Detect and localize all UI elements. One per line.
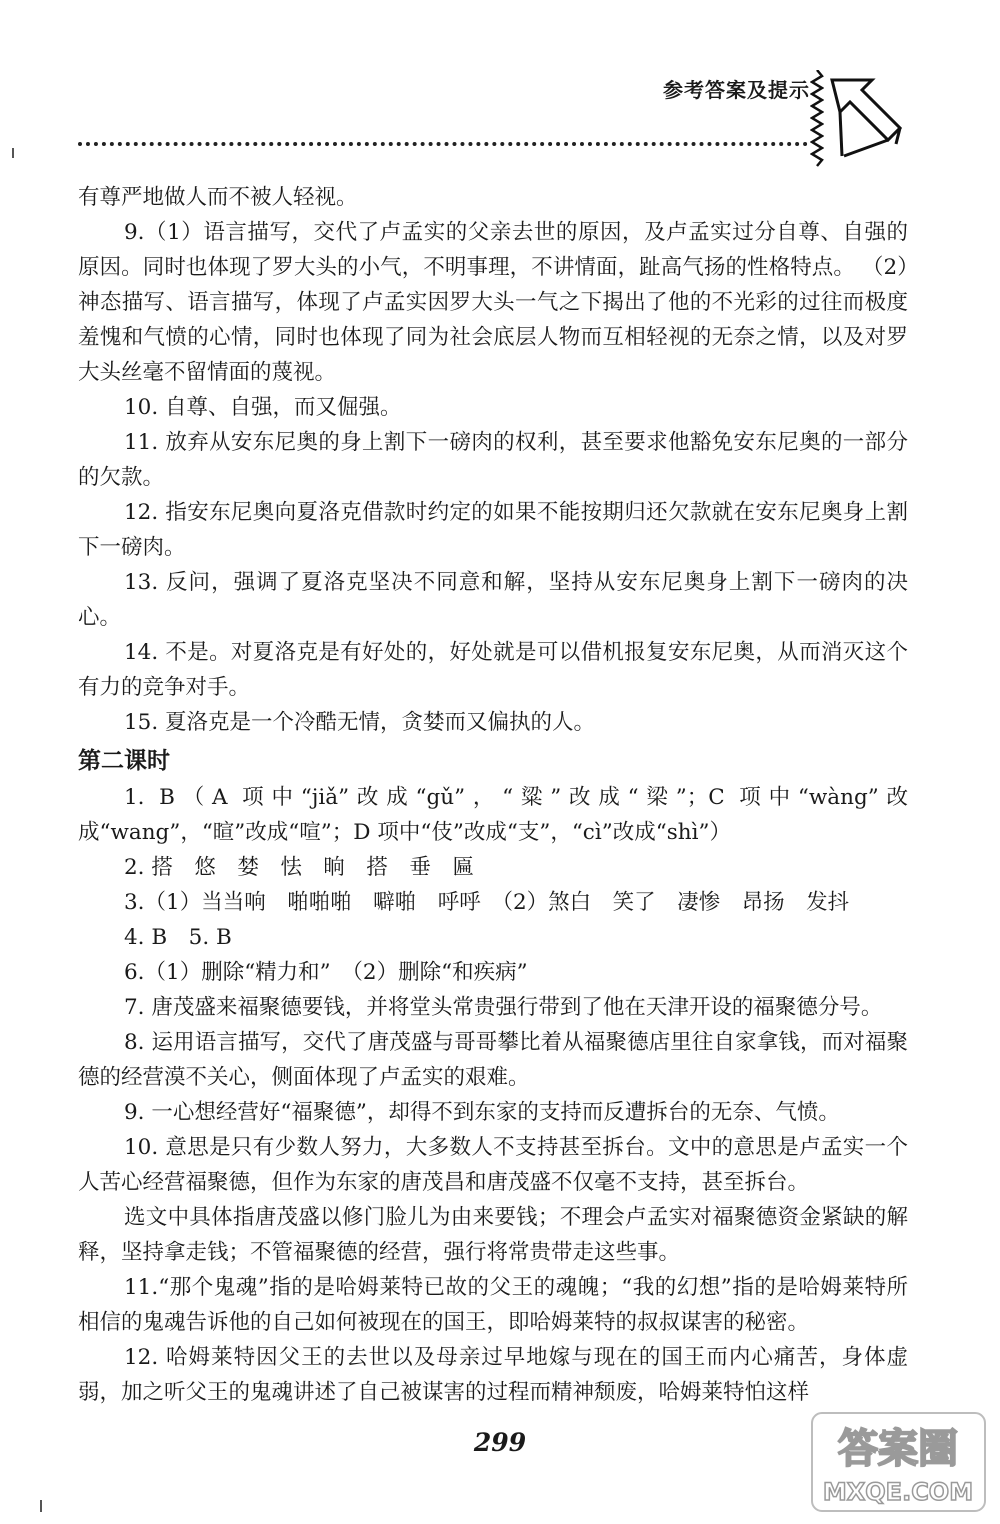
header-rule [78,142,808,146]
paragraph: 4. B 5. B [124,925,232,950]
paragraph: 2. 搭 悠 婪 怯 晌 搭 垂 匾 [124,855,474,880]
paragraph: 有尊严地做人而不被人轻视。 [78,185,358,210]
paragraph: 3.（1）当当响 啪啪啪 噼啪 呼呼 （2）煞白 笑了 凄惨 昂扬 发抖 [124,890,850,915]
answer-content [78,180,908,1410]
page-number: 299 [473,1428,527,1457]
arrow-icon [826,72,906,162]
paragraph: 15. 夏洛克是一个冷酷无情，贪婪而又偏执的人。 [124,710,596,735]
paragraph: 10. 自尊、自强，而又倔强。 [124,395,402,420]
paragraph: 1. B（A 项中“jiǎ”改成“gǔ”，“粱”改成“梁”；C 项中“wàng”改成“wang”，“暄”改成“喧”；D 项中“伎”改成“支”，“cì”改成“shì”） [78,785,908,845]
edge-mark-top [12,148,14,158]
watermark-bottom-text: MXQE.COM [822,1478,974,1506]
paragraph: 7. 唐茂盛来福聚德要钱，并将堂头常贵强行带到了他在天津开设的福聚德分号。 [124,995,883,1020]
paragraph: 13. 反问，强调了夏洛克坚决不同意和解，坚持从安东尼奥身上割下一磅肉的决心。 [78,570,908,630]
paragraph: 9. 一心想经营好“福聚德”，却得不到东家的支持而反遭拆台的无奈、气愤。 [124,1100,840,1125]
paragraph: 选文中具体指唐茂盛以修门脸儿为由来要钱；不理会卢孟实对福聚德资金紧缺的解释，坚持拿走钱；不管福聚德的经营，强行将常贵带走这些事。 [78,1205,908,1265]
paragraph: 14. 不是。对夏洛克是有好处的，好处就是可以借机报复安东尼奥，从而消灭这个有力的竞争对手。 [78,640,908,700]
edge-mark-bottom [40,1500,42,1512]
watermark-top-text: 答案圈 [838,1426,958,1472]
paragraph: 9.（1）语言描写，交代了卢孟实的父亲去世的原因，及卢孟实过分自尊、自强的原因。同时也体现了罗大头的小气，不明事理，不讲情面，趾高气扬的性格特点。 （2）神态描写、语言描写，体现了卢孟实因罗大头一气之下揭出了他的不光彩的过往而极度羞愧和气愤的心情，同时也体现了同为社会底层人物而互相轻视的无奈之情，以及对罗大头丝毫不留情面的蔑视。 [78,220,908,385]
paragraph: 8. 运用语言描写，交代了唐茂盛与哥哥攀比着从福聚德店里往自家拿钱，而对福聚德的经营漠不关心，侧面体现了卢孟实的艰难。 [78,1030,908,1090]
paragraph: 12. 指安东尼奥向夏洛克借款时约定的如果不能按期归还欠款就在安东尼奥身上割下一磅肉。 [78,500,908,560]
watermark-logo [811,1412,986,1512]
paragraph: 11.“那个鬼魂”指的是哈姆莱特已故的父王的魂魄；“我的幻想”指的是哈姆莱特所相信的鬼魂告诉他的自己如何被现在的国王，即哈姆莱特的叔叔谋害的秘密。 [78,1275,908,1335]
paragraph: 10. 意思是只有少数人努力，大多数人不支持甚至拆台。文中的意思是卢孟实一个人苦心经营福聚德，但作为东家的唐茂昌和唐茂盛不仅毫不支持，甚至拆台。 [78,1135,908,1195]
header-title: 参考答案及提示 [663,78,810,102]
section-title: 第二课时 [78,748,170,774]
paragraph: 11. 放弃从安东尼奥的身上割下一磅肉的权利，甚至要求他豁免安东尼奥的一部分的欠款。 [78,430,908,490]
paragraph: 6.（1）删除“精力和” （2）删除“和疾病” [124,960,528,985]
zigzag-border [810,70,824,170]
paragraph: 12. 哈姆莱特因父王的去世以及母亲过早地嫁与现在的国王而内心痛苦，身体虚弱，加之听父王的鬼魂讲述了自己被谋害的过程而精神颓废，哈姆莱特怕这样 [78,1345,908,1405]
